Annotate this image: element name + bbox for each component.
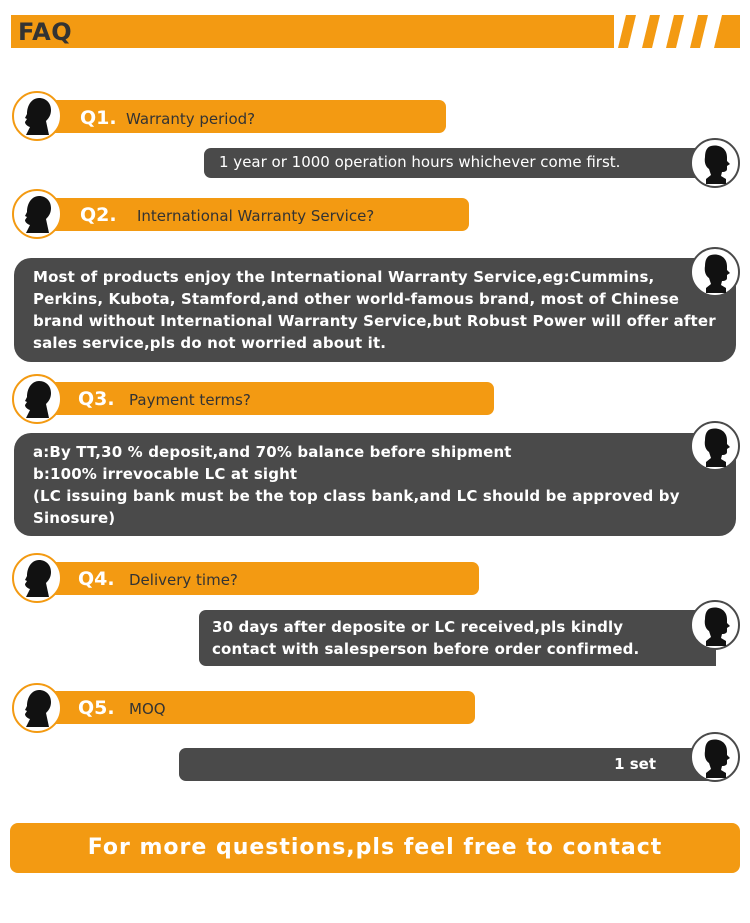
question-text-5: MOQ (129, 700, 166, 718)
answer-3-line-4: Sinosure) (33, 509, 116, 527)
answer-4-line-2: contact with salesperson before order confirmed. (212, 640, 640, 658)
header-stripes (618, 15, 740, 48)
answer-3-line-1: a:By TT,30 % deposit,and 70% balance before shipment (33, 443, 512, 461)
female-avatar-icon (12, 553, 62, 603)
answer-2-line-3: brand without International Warranty Service,but Robust Power will offer after (33, 312, 716, 330)
question-number-4: Q4. (78, 568, 115, 590)
answer-2-line-4: sales service,pls do not worried about it. (33, 334, 387, 352)
male-avatar-icon (690, 138, 740, 188)
male-avatar-icon (690, 247, 740, 297)
answer-2-line-2: Perkins, Kubota, Stamford,and other world-famous brand, most of Chinese (33, 290, 680, 308)
female-avatar-icon (12, 374, 62, 424)
question-text-3: Payment terms? (129, 391, 251, 409)
question-number-5: Q5. (78, 697, 115, 719)
question-number-2: Q2. (80, 204, 117, 226)
female-avatar-icon (12, 91, 62, 141)
answer-bubble-1 (204, 148, 714, 178)
question-number-3: Q3. (78, 388, 115, 410)
answer-2-line-1: Most of products enjoy the International Warranty Service,eg:Cummins, (33, 268, 655, 286)
female-avatar-icon (12, 683, 62, 733)
answer-3-line-2: b:100% irrevocable LC at sight (33, 465, 298, 483)
header-bar (11, 15, 614, 48)
female-avatar-icon (12, 189, 62, 239)
answer-bubble-3 (14, 433, 736, 536)
answer-bubble-4 (199, 610, 716, 666)
answer-3-line-3: (LC issuing bank must be the top class bank,and LC should be approved by (33, 487, 680, 505)
contact-footer-banner: For more questions,pls feel free to contact salesperson. (10, 823, 740, 873)
male-avatar-icon (690, 732, 740, 782)
answer-bubble-2 (14, 258, 736, 362)
question-number-1: Q1. (80, 107, 117, 129)
male-avatar-icon (690, 600, 740, 650)
male-avatar-icon (690, 421, 740, 471)
answer-4-line-1: 30 days after deposite or LC received,pls kindly (212, 618, 624, 636)
question-text-1: Warranty period? (126, 110, 256, 128)
page-title: FAQ (18, 18, 73, 46)
question-text-2: International Warranty Service? (137, 207, 375, 225)
question-text-4: Delivery time? (129, 571, 238, 589)
answer-bubble-5 (179, 748, 716, 781)
answer-1-line-1: 1 year or 1000 operation hours whichever come first. (219, 153, 621, 171)
answer-5-line-1: 1 set (614, 755, 656, 773)
